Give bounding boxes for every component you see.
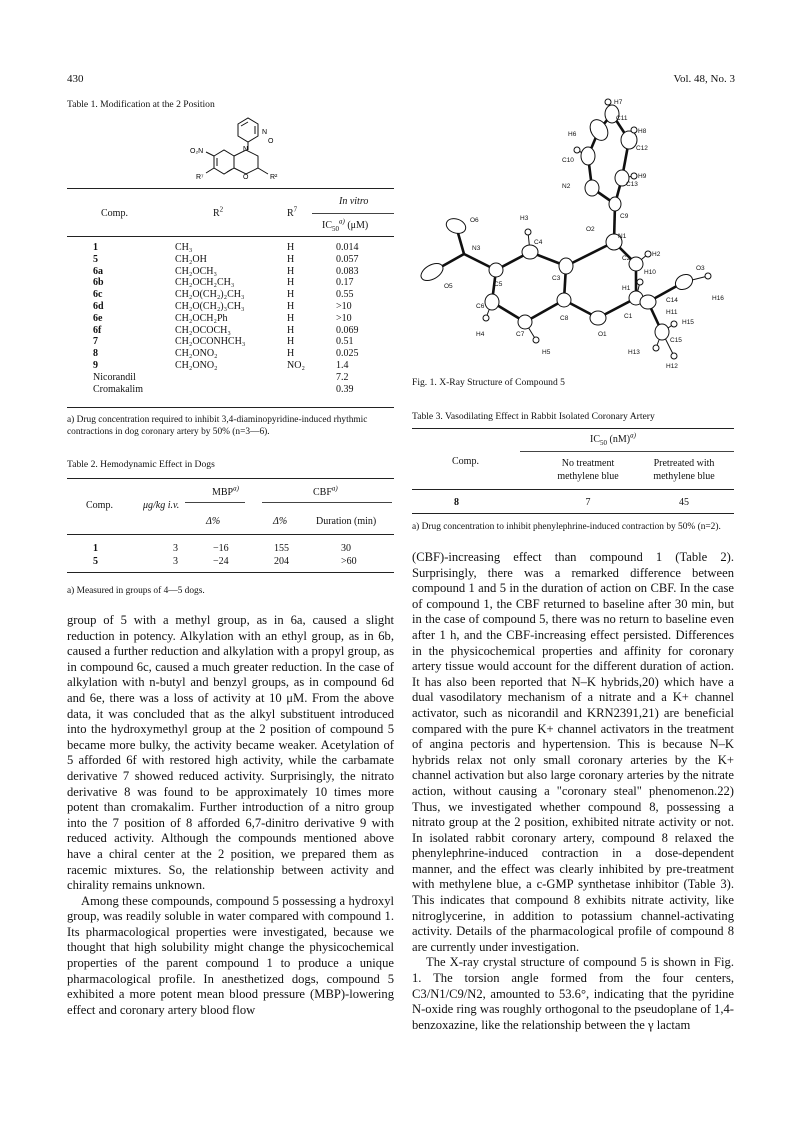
atom-label: O6 bbox=[470, 217, 479, 224]
n-label: N bbox=[243, 146, 249, 153]
atom-label: C1 bbox=[624, 313, 633, 320]
table2-cell-dose: 3 bbox=[173, 556, 178, 567]
table3-row-pretreated: 45 bbox=[679, 497, 689, 508]
figure1-caption: Fig. 1. X-Ray Structure of Compound 5 bbox=[412, 377, 565, 388]
table1-cell-r7: H bbox=[287, 324, 295, 336]
table3-caption: Table 3. Vasodilating Effect in Rabbit Isolated Coronary Artery bbox=[412, 411, 655, 422]
table1-cell-r2: CH₂OCH₃ bbox=[175, 265, 217, 277]
atom-label: H16 bbox=[712, 295, 724, 302]
table1-cell-r7: H bbox=[287, 277, 295, 289]
left-paragraph-2: Among these compounds, compound 5 possessing a hydroxyl group, was readily soluble in water compared with compound 1. Its pharmacological properties were investigated, because we thought that high solubility might change the physicochemical properties of the parent compound 1 to produce a unique pharmacological profile. In anesthetized dogs, compound 5 exhibited a more potent mean blood pressure (MBP)-lowering effect and coronary artery blood flow bbox=[67, 893, 394, 1017]
xray-structure-figure bbox=[412, 92, 732, 378]
table2-footnote: a) Measured in groups of 4—5 dogs. bbox=[67, 586, 205, 596]
table1-cell-r7: H bbox=[287, 312, 295, 324]
table3-comp-header: Comp. bbox=[452, 456, 479, 467]
table1-cell-ic50: 1.4 bbox=[336, 360, 349, 371]
table1-cell-r2: CH₂OCOCH₃ bbox=[175, 324, 231, 336]
atom-label: H13 bbox=[628, 349, 640, 356]
atom-label: C5 bbox=[494, 281, 503, 288]
atom-label: H8 bbox=[638, 128, 647, 135]
table3-no-treatment-1: No treatment bbox=[561, 458, 615, 469]
table2-cell-mbp: −16 bbox=[213, 543, 229, 554]
table3-ic50-header: $IC_{50}$ (nM)$^{a)}$ bbox=[590, 431, 636, 447]
table1-cell-comp: 9 bbox=[93, 360, 98, 371]
table1-cell-ic50: 0.55 bbox=[336, 289, 354, 301]
table1-cell-r2: CH₂O(CH₂)₃CH₃ bbox=[175, 301, 245, 312]
table3-row-no-treatment: 7 bbox=[585, 497, 591, 508]
atom-label: C2 bbox=[622, 255, 631, 262]
left-paragraph-1: group of 5 with a methyl group, as in 6a, caused a slight reduction in potency. Alkylation with an ethyl group, as in 6b, caused a further reduction and alkylation with a propyl group, as in compound 6c, caused a much greater reduction. In the case of alkylation with n-butyl and benzyl groups, as in compound 6d and 6e, there was a loss of activity at 10 μM. From the above data, it was concluded that as the alkyl substituent introduced into the hydroxymethyl group at the 2 position of compound 5 became more bulky, the activity became weaker. Acetylation of 5 afforded 6f with restored high activity, while the carbamate derivative 7 showed reduced activity. Surprisingly, the nitrato derivative 8 was found to be approximately 10 times more potent than cromakalim. Further introduction of a nitro group into the 7 position of 8 afforded 6,7-dinitro derivative 9 with reduced activity. Although the compounds mentioned above have a chiral center at the 2 position, we prepared them as racemic mixtures. So, the relationship between activity and chirality remains unknown. bbox=[67, 613, 394, 893]
right-paragraph-1: (CBF)-increasing effect than compound 1 (Table 2). Surprisingly, there was a remarked difference between compound 1 and 5 in the duration of action on CBF. In the case of compound 1, the CBF returned to baseline after 30 min, but in the case of compound 5, there was no return to baseline even after 1 h, and the CBF-increasing effect persisted. Differences in the physicochemical properties and affinity for coronary artery tissue would account for the different duration of action. It has also been reported that N–K hybrids,20) which have a dual vasodilatory mechanism of a nitrate and a K+ channel activator, such as nicorandil and KRN2391,21) are beneficial compared with the pure K+ channel activators in the treatment of angina pectoris and hypertension. This is because N–K hybrids relax not only small coronary arteries by the K+ channel activation but also large coronary arteries by the nitrate action, without causing a "coronary steal" phenomenon.22) Thus, we investigated whether compound 8, possessing a nitrato group at the 2 position, exhibited nitrate activity or not. In isolated rabbit coronary artery, compound 8 relaxed the phenylephrine-induced contraction in a dose-dependent manner, and the effect was clearly inhibited by pre-treatment with methylene blue, a c-GMP synthetase inhibitor (Table 3). This indicates that compound 8 exhibits nitrate activity, like nitroglycerine, in addition to potassium channel-activating activity. Details of the pharmacological profile of compound 8 are currently under investigation. bbox=[412, 550, 734, 954]
table2-cell-cbf: 204 bbox=[274, 556, 289, 567]
table1-ic50-header: $IC_{50}^{a)}$ (μM) bbox=[322, 217, 369, 233]
table1-cell-ic50: 0.51 bbox=[336, 336, 354, 348]
table2-cell-cbf: 155 bbox=[274, 543, 289, 554]
table1-cell-r7: H bbox=[287, 336, 295, 348]
table2-cell-comp: 5 bbox=[93, 556, 98, 567]
table1-cell-ic50: >10 bbox=[336, 312, 352, 324]
atom-label: C11 bbox=[616, 115, 628, 122]
atom-label: H12 bbox=[666, 363, 678, 370]
table1-cell-comp: Nicorandil bbox=[93, 371, 136, 383]
table1-cell-comp: 6b bbox=[93, 277, 104, 289]
atom-label: C4 bbox=[534, 239, 543, 246]
atom-label: H1 bbox=[622, 285, 631, 292]
table1-cell-comp: 6f bbox=[93, 324, 102, 336]
table1-cell-comp: 6e bbox=[93, 312, 103, 324]
atom-label: H10 bbox=[644, 269, 656, 276]
benzoxazine-structure bbox=[180, 110, 300, 192]
table1-cell-comp: 1 bbox=[93, 242, 98, 253]
atom-label: O2 bbox=[586, 226, 595, 233]
table1-comp-header: Comp. bbox=[101, 208, 128, 219]
table3-row-comp: 8 bbox=[454, 497, 459, 508]
atom-label: O1 bbox=[598, 331, 607, 338]
table2-cell-dose: 3 bbox=[173, 543, 178, 554]
atom-label: C9 bbox=[620, 213, 629, 220]
right-column-text bbox=[412, 550, 734, 1033]
table1-cell-comp: 6c bbox=[93, 289, 103, 301]
atom-label: H2 bbox=[652, 251, 661, 258]
table1-cell-ic50: >10 bbox=[336, 301, 352, 312]
atom-label: H15 bbox=[682, 319, 694, 326]
table1-invitro-header: In vitro bbox=[339, 196, 369, 207]
left-column-text bbox=[67, 613, 394, 1018]
atom-label: N3 bbox=[472, 245, 481, 252]
table1-cell-r2: CH₂OCH₂CH₃ bbox=[175, 277, 235, 289]
table1-cell-r2: CH₂OCH₂Ph bbox=[175, 312, 228, 324]
atom-label: C12 bbox=[636, 145, 648, 152]
journal-volume: Vol. 48, No. 3 bbox=[673, 73, 735, 85]
table1-cell-comp: Cromakalim bbox=[93, 383, 143, 395]
table2-caption: Table 2. Hemodynamic Effect in Dogs bbox=[67, 459, 215, 470]
table1-cell-r7: H bbox=[287, 265, 295, 277]
table1-cell-r2: CH₂O(CH₂)₂CH₃ bbox=[175, 289, 245, 301]
table1-cell-r2: CH₂ONO₂ bbox=[175, 360, 218, 371]
right-paragraph-2: The X-ray crystal structure of compound 5 is shown in Fig. 1. The torsion angle formed from the four centers, C3/N1/C9/N2, amounted to 53.6°, indicating that the pyridine N-oxide ring was roughly orthogonal to the pseudoplane of 1,4-benzoxazine, like the relationship between the γ lactam bbox=[412, 955, 734, 1032]
table2-comp-header: Comp. bbox=[86, 500, 113, 511]
atom-label: H11 bbox=[666, 309, 678, 316]
table1-cell-r2: CH₂OCONHCH₃ bbox=[175, 336, 246, 348]
atom-label: C3 bbox=[552, 275, 561, 282]
table1-cell-ic50: 0.083 bbox=[336, 265, 359, 277]
table1-cell-comp: 6a bbox=[93, 265, 103, 277]
table1-cell-r2: CH₂ONO₂ bbox=[175, 348, 218, 360]
table2-mbp-pct: Δ% bbox=[206, 516, 221, 527]
atom-label: C6 bbox=[476, 303, 485, 310]
table1-cell-comp: 5 bbox=[93, 253, 98, 265]
table2-dose-header: μg/kg i.v. bbox=[143, 500, 180, 511]
atom-label: O5 bbox=[444, 283, 453, 290]
table1-cell-r7: H bbox=[287, 301, 295, 312]
atom-label: O3 bbox=[696, 265, 705, 272]
table2-cell-mbp: −24 bbox=[213, 556, 229, 567]
atom-label: H5 bbox=[542, 349, 551, 356]
page-number: 430 bbox=[67, 73, 84, 85]
atom-label: C15 bbox=[670, 337, 682, 344]
table2-duration-header: Duration (min) bbox=[316, 516, 377, 527]
r2-label: R² bbox=[270, 174, 278, 181]
table1-footnote: a) Drug concentration required to inhibit 3,4-diaminopyridine-induced rhythmic contractions in dog coronary artery by 50% (n=3—6). bbox=[67, 415, 368, 437]
table2-cbf-pct: Δ% bbox=[273, 516, 288, 527]
r7-label: R⁷ bbox=[196, 174, 204, 181]
table1-cell-comp: 7 bbox=[93, 336, 98, 348]
atom-label: C7 bbox=[516, 331, 525, 338]
table1-cell-ic50: 7.2 bbox=[336, 371, 349, 383]
table3-pretreated-2: methylene blue bbox=[653, 471, 715, 482]
table1-cell-ic50: 0.069 bbox=[336, 324, 359, 336]
table3-no-treatment-2: methylene blue bbox=[557, 471, 619, 482]
table1-cell-r2: CH₂OH bbox=[175, 253, 207, 265]
ominus-label: O bbox=[268, 138, 274, 145]
atom-label: C8 bbox=[560, 315, 569, 322]
o-label: O bbox=[243, 174, 249, 181]
atom-label: N1 bbox=[618, 233, 627, 240]
nplus-label: N bbox=[262, 129, 268, 136]
table2-cell-comp: 1 bbox=[93, 543, 98, 554]
table1-r2-header: $R^2$ bbox=[213, 205, 224, 219]
table1-cell-r7: H bbox=[287, 253, 295, 265]
table1-cell-ic50: 0.014 bbox=[336, 242, 359, 253]
table1-cell-r2: CH₃ bbox=[175, 242, 193, 253]
table3-pretreated-1: Pretreated with bbox=[653, 458, 715, 469]
table1-cell-r7: H bbox=[287, 289, 295, 301]
table1-cell-ic50: 0.17 bbox=[336, 277, 354, 289]
table2-cbf-header: CBF$^{a)}$ bbox=[313, 484, 338, 498]
atom-label: N2 bbox=[562, 183, 571, 190]
atom-label: H6 bbox=[568, 131, 577, 138]
atom-label: C10 bbox=[562, 157, 574, 164]
table1-cell-r7: NO₂ bbox=[287, 360, 305, 371]
table2-cell-duration: >60 bbox=[341, 556, 357, 567]
atom-label: C13 bbox=[626, 181, 638, 188]
o2n-label: O₂N bbox=[190, 148, 204, 155]
table3-footnote: a) Drug concentration to inhibit phenylephrine-induced contraction by 50% (n=2). bbox=[412, 522, 721, 532]
table1-cell-ic50: 0.025 bbox=[336, 348, 359, 360]
atom-label: C14 bbox=[666, 297, 678, 304]
table1-cell-comp: 8 bbox=[93, 348, 98, 360]
table1-cell-comp: 6d bbox=[93, 301, 104, 312]
atom-label: H3 bbox=[520, 215, 529, 222]
atom-label: H7 bbox=[614, 99, 623, 106]
atom-label: H4 bbox=[476, 331, 485, 338]
table1-r7-header: $R^7$ bbox=[287, 205, 298, 219]
table1-cell-r7: H bbox=[287, 348, 295, 360]
table2-cell-duration: 30 bbox=[341, 543, 351, 554]
table1-caption: Table 1. Modification at the 2 Position bbox=[67, 99, 215, 110]
table1-cell-r7: H bbox=[287, 242, 295, 253]
table2-mbp-header: MBP$^{a)}$ bbox=[212, 484, 239, 498]
table1-cell-ic50: 0.057 bbox=[336, 253, 359, 265]
table1-cell-ic50: 0.39 bbox=[336, 383, 354, 395]
atom-label: H9 bbox=[638, 173, 647, 180]
